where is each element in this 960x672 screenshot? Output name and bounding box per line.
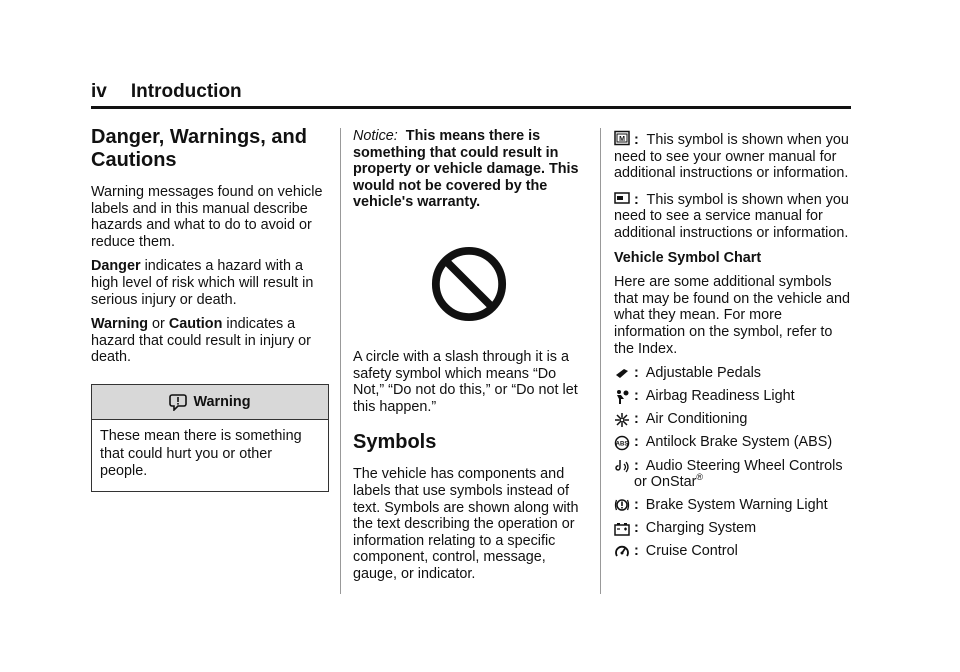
warning-paragraph [91,316,331,366]
column-divider-1 [340,128,341,594]
symbol-list [614,365,854,560]
warning-box-title: Warning [193,393,251,410]
notice-label: Notice: [353,128,398,144]
service-manual-paragraph [614,190,854,242]
symbol-label: Air Conditioning [645,411,748,428]
symbol-label: Cruise Control [645,543,738,560]
symbol-label: Adjustable Pedals [645,365,761,382]
colon: : [634,388,639,405]
danger-paragraph [91,258,331,308]
abs-icon [614,435,630,451]
svg-text:ABS: ABS [615,441,629,448]
warning-term: Warning [91,316,149,333]
service-manual-text: This symbol is shown when you need to see a service manual for additional instructions or information. [614,191,849,241]
fan-icon [614,412,630,428]
column-2 [353,128,585,591]
symbol-label: Brake System Warning Light [645,497,828,514]
symbol-label: Airbag Readiness Light [645,388,795,405]
chart-heading-text: Vehicle Symbol Chart [614,249,762,266]
airbag-icon [614,389,630,405]
no-symbol-icon [430,245,508,323]
symbol-label: Charging System [645,520,757,537]
notice-text: This means there is something that could result in property or vehicle damage. This would not be covered by the vehicle's warranty. [353,128,579,211]
speech-warning-icon [169,393,187,411]
cruise-icon [614,544,630,560]
page-header [91,80,851,109]
column-divider-2 [600,128,601,594]
warning-text: indicates a hazard that could result in injury or death. [91,316,311,366]
colon: : [634,497,639,514]
steering-audio-icon [614,458,630,474]
colon: : [634,411,639,428]
warning-box-body: These mean there is something that could hurt you or other people. [100,427,302,480]
header-rule [91,106,851,109]
colon: : [634,520,639,537]
list-item [614,411,854,428]
page-number: iv [91,81,107,102]
colon: : [634,543,639,560]
owner-manual-icon [614,130,630,146]
symbols-heading: Symbols [353,431,437,454]
steering-audio-text [634,458,854,491]
svg-text:M: M [619,136,625,143]
warning-box-header [92,385,328,420]
brake-warning-icon [614,497,630,513]
colon: : [634,434,639,451]
service-manual-icon [614,190,630,206]
danger-term: Danger [91,258,141,275]
owner-manual-paragraph [614,130,854,182]
column-1 [91,126,331,492]
list-item [614,434,854,451]
registered-mark: ® [696,472,704,483]
circle-slash-paragraph: A circle with a slash through it is a safety symbol which means “Do Not,” “Do not do this,” or “Do not let this happen.” [353,348,578,415]
symbols-paragraph: The vehicle has components and labels that use symbols instead of text. Symbols are shown along with the text describing the operation or information relating to a specific component, control, message, gauge, or indicator. [353,466,579,582]
list-item [614,388,854,405]
list-item [614,365,854,382]
colon: : [634,132,639,148]
section-heading: Danger, Warnings, and Cautions [91,126,307,171]
pedals-icon [614,365,630,381]
chart-heading [614,250,854,267]
owner-manual-text: This symbol is shown when you need to see your owner manual for additional instructions or information. [614,132,849,182]
intro-paragraph: Warning messages found on vehicle labels and in this manual describe hazards and what to do to avoid or reduce them. [91,184,323,250]
danger-text: indicates a hazard with a high level of risk which will result in serious injury or death. [91,258,314,308]
battery-icon [614,521,630,537]
or-text: or [148,316,169,333]
symbol-label: Audio Steering Wheel Controls or OnStar [634,457,843,491]
list-item [614,520,854,537]
colon: : [634,365,639,382]
colon: : [634,191,639,208]
symbol-label: Antilock Brake System (ABS) [645,434,833,451]
column-3 [614,130,854,566]
colon: : [634,457,639,474]
section-title: Introduction [130,81,242,102]
notice-paragraph [353,128,585,211]
chart-intro: Here are some additional symbols that may be found on the vehicle and what they mean. For more information on the symbol, refer to the Index. [614,274,851,357]
list-item [614,543,854,560]
list-item [614,497,854,514]
caution-term: Caution [168,316,223,333]
list-item [614,458,854,491]
warning-box [91,384,329,492]
